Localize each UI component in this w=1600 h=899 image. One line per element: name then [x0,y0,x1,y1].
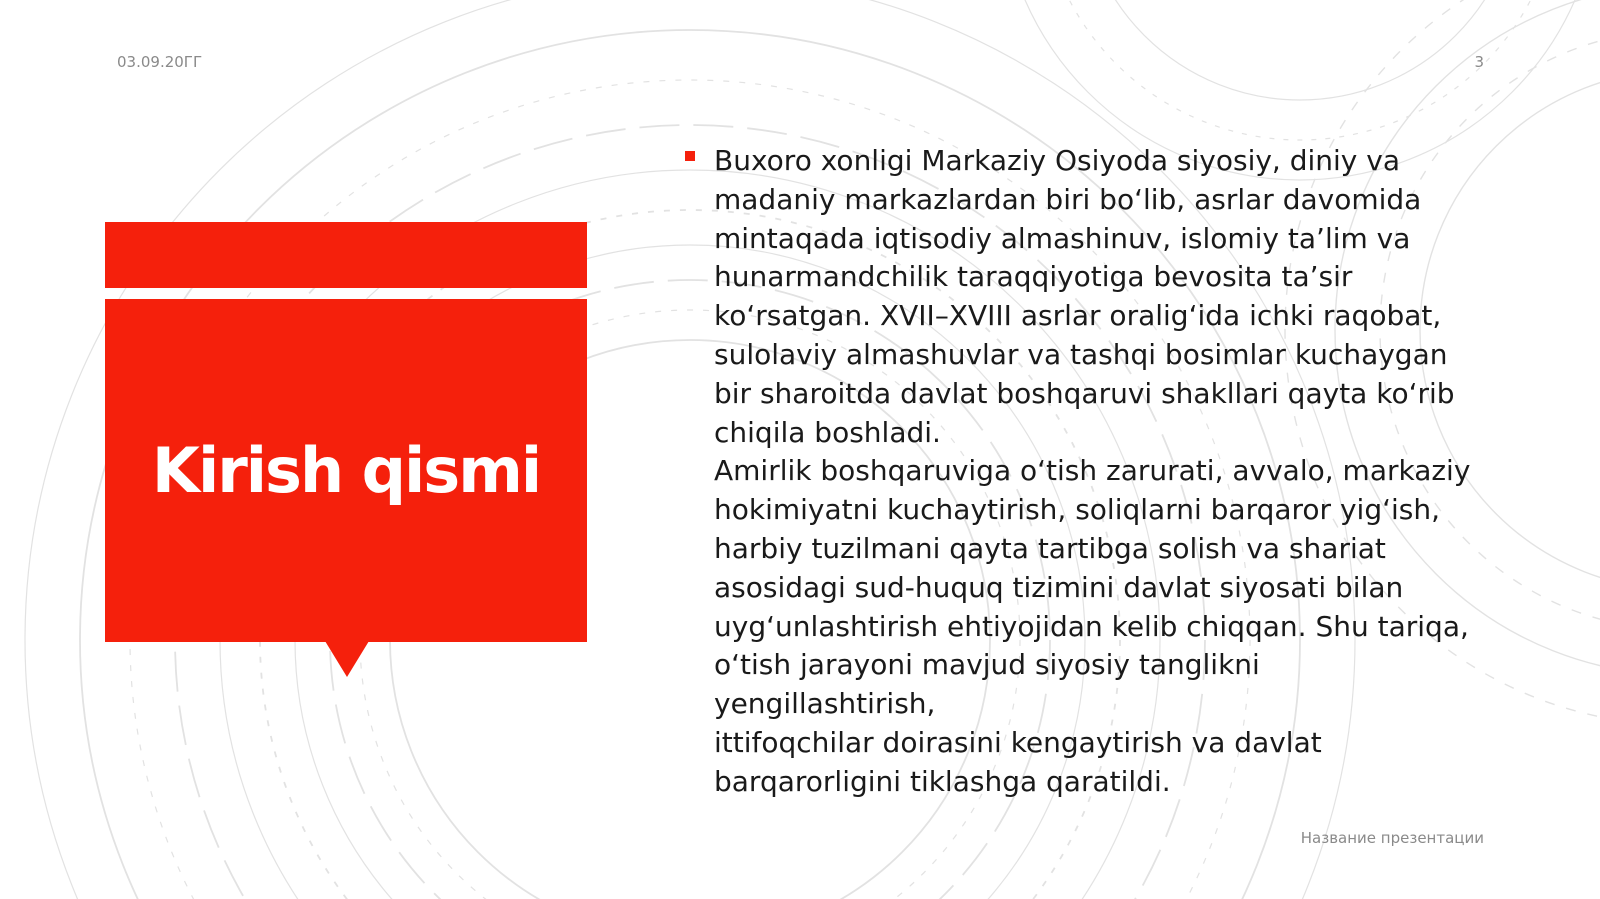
title-accent-bar [105,222,587,288]
presentation-name-footer: Название презентации [1300,829,1484,847]
square-bullet-icon [685,151,695,161]
callout-pointer [325,641,369,677]
slide-title: Kirish qismi [151,434,541,507]
background-arc [1080,0,1520,100]
slide-page-number: 3 [1474,53,1484,71]
slide-body-text [685,142,1485,802]
body-paragraph-1: Buxoro xonligi Markaziy Osiyoda siyosiy, diniy va madaniy markazlardan biri bo‘lib, asrlar davomida mintaqada iqtisodiy almashinuv, islomiy ta’lim va hunarmandchilik taraqqiyotiga bevosita ta’sir ko‘rsatgan. XVII–XVIII asrlar oralig‘ida ichki raqobat, sulolaviy almashuvlar va tashqi bosimlar kuchaygan bir sharoitda davlat boshqaruvi shakllari qayta ko‘rib chiqila boshladi. [714,144,1455,449]
body-paragraph-2: Amirlik boshqaruviga o‘tish zarurati, avvalo, markaziy hokimiyatni kuchaytirish, soliqlarni barqaror yig‘ish, harbiy tuzilmani qayta tartibga solish va shariat asosidagi sud-huquq tizimini davlat siyosati bilan uyg‘unlashtirish ehtiyojidan kelib chiqqan. Shu tariqa, o‘tish jarayoni mavjud siyosiy tanglikni yengillashtirish, ittifoqchilar doirasini kengaytirish va davlat barqarorligini tiklashga qaratildi. [714,454,1471,798]
title-callout-box [105,299,587,642]
slide-date: 03.09.20ГГ [117,53,203,71]
